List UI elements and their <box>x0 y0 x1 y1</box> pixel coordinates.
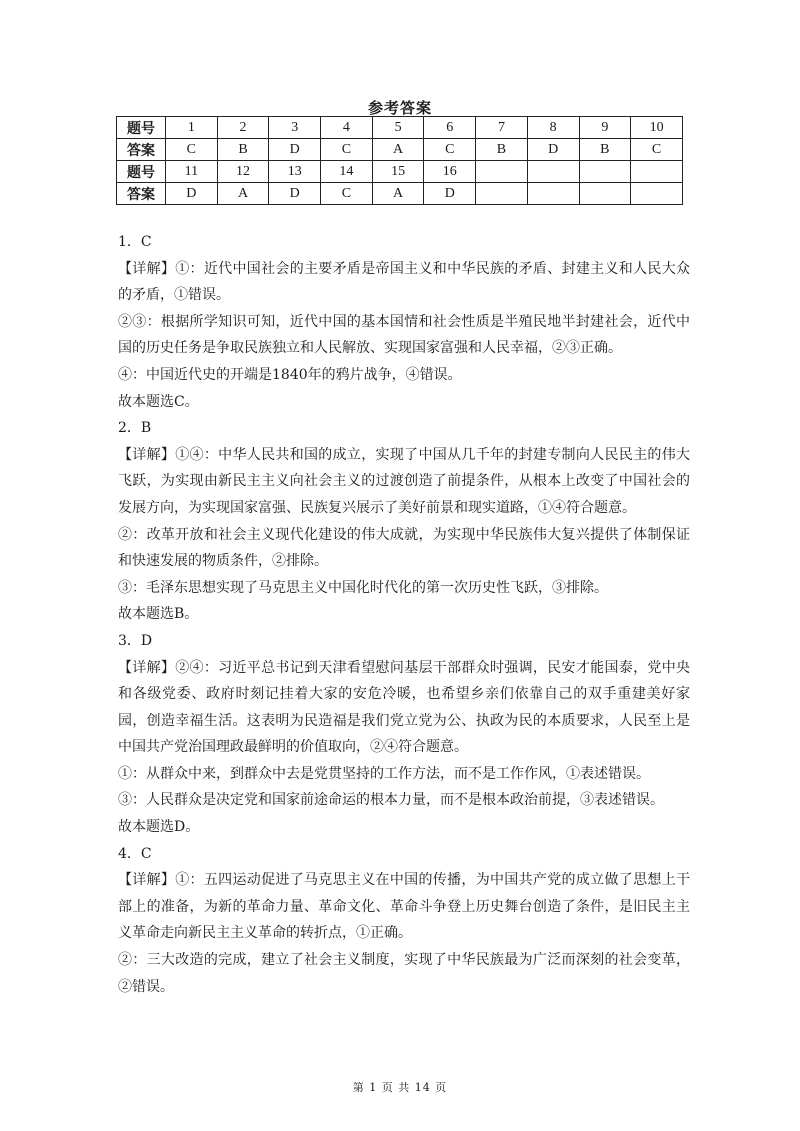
table-cell: C <box>321 183 373 205</box>
row-header: 答案 <box>117 139 166 161</box>
table-cell: C <box>631 139 683 161</box>
content-paragraph: 2．B <box>118 420 152 437</box>
row-header: 题号 <box>117 117 166 139</box>
content-paragraph: ②：改革开放和社会主义现代化建设的伟大成就，为实现中华民族伟大复兴提供了体制保证和快速发展的物质条件，②排除。 <box>118 526 690 570</box>
content-paragraph: 【详解】①：近代中国社会的主要矛盾是帝国主义和中华民族的矛盾、封建主义和人民大众的矛盾，①错误。 <box>118 260 690 304</box>
table-cell: 8 <box>527 117 579 139</box>
content-paragraph: 故本题选D。 <box>118 819 200 836</box>
table-cell: 12 <box>217 161 269 183</box>
table-cell <box>527 161 579 183</box>
table-cell: B <box>476 139 528 161</box>
table-cell: 13 <box>269 161 321 183</box>
answer-table <box>116 116 683 205</box>
table-row <box>117 161 683 183</box>
table-cell: B <box>579 139 631 161</box>
table-cell: 4 <box>321 117 373 139</box>
table-cell: A <box>372 183 424 205</box>
table-row <box>117 139 683 161</box>
table-cell <box>631 183 683 205</box>
table-cell: 7 <box>476 117 528 139</box>
table-row <box>117 117 683 139</box>
table-cell: 10 <box>631 117 683 139</box>
table-cell: B <box>217 139 269 161</box>
content-paragraph: 1．C <box>118 234 152 250</box>
content-paragraph: 【详解】①：五四运动促进了马克思主义在中国的传播，为中国共产党的成立做了思想上干部上的准备，为新的革命力量、革命文化、革命斗争登上历史舞台创造了条件，是旧民主主义革命走向新民主主义革命的转折点，①正确。 <box>118 872 690 942</box>
table-cell: 5 <box>372 117 424 139</box>
table-cell: A <box>217 183 269 205</box>
table-cell <box>579 161 631 183</box>
table-cell <box>527 183 579 205</box>
table-cell: C <box>321 139 373 161</box>
content-paragraph: ②③：根据所学知识可知，近代中国的基本国情和社会性质是半殖民地半封建社会，近代中国的历史任务是争取民族独立和人民解放、实现国家富强和人民幸福，②③正确。 <box>118 313 690 357</box>
answer-explanations <box>118 229 690 1000</box>
table-cell: D <box>527 139 579 161</box>
table-cell: 15 <box>372 161 424 183</box>
content-paragraph: 【详解】①④：中华人民共和国的成立，实现了中国从几千年的封建专制向人民民主的伟大飞跃，为实现由新民主主义向社会主义的过渡创造了前提条件，从根本上改变了中国社会的发展方向，为实现国家富强、民族复兴展示了美好前景和现实道路，①④符合题意。 <box>118 446 690 516</box>
row-header: 答案 <box>117 183 166 205</box>
table-cell: 11 <box>166 161 218 183</box>
table-cell <box>476 161 528 183</box>
table-cell: 2 <box>217 117 269 139</box>
table-cell: C <box>166 139 218 161</box>
table-cell: D <box>424 183 476 205</box>
content-paragraph: ③：人民群众是决定党和国家前途命运的根本力量，而不是根本政治前提，③表述错误。 <box>118 792 664 809</box>
table-cell: 3 <box>269 117 321 139</box>
content-paragraph: ③：毛泽东思想实现了马克思主义中国化时代化的第一次历史性飞跃，③排除。 <box>118 579 608 596</box>
table-cell: A <box>372 139 424 161</box>
table-cell: D <box>269 183 321 205</box>
table-cell: D <box>269 139 321 161</box>
content-paragraph: ②：三大改造的完成，建立了社会主义制度，实现了中华民族最为广泛而深刻的社会变革，②错误。 <box>118 952 690 995</box>
content-paragraph: 故本题选C。 <box>118 393 199 410</box>
row-header: 题号 <box>117 161 166 183</box>
table-cell: 14 <box>321 161 373 183</box>
table-cell: D <box>166 183 218 205</box>
table-row <box>117 183 683 205</box>
content-paragraph: 【详解】②④：习近平总书记到天津看望慰问基层干部群众时强调，民安才能国泰，党中央和各级党委、政府时刻记挂着大家的安危冷暖，也希望乡亲们依靠自己的双手重建美好家园，创造幸福生活。这表明为民造福是我们党立党为公、执政为民的本质要求，人民至上是中国共产党治国理政最鲜明的价值取向，②④符合题意。 <box>118 659 690 756</box>
table-cell: 9 <box>579 117 631 139</box>
table-cell: 1 <box>166 117 218 139</box>
table-cell <box>631 161 683 183</box>
content-paragraph: 故本题选B。 <box>118 606 199 623</box>
page-title: 参考答案 <box>367 99 432 117</box>
table-cell: 6 <box>424 117 476 139</box>
content-paragraph: 4．C <box>118 845 152 862</box>
page-footer: 第 1 页 共 14 页 <box>352 1081 448 1094</box>
table-cell: C <box>424 139 476 161</box>
table-cell <box>579 183 631 205</box>
content-paragraph: 3．D <box>118 632 153 649</box>
content-paragraph: ④：中国近代史的开端是1840年的鸦片战争，④错误。 <box>118 366 462 383</box>
table-cell <box>476 183 528 205</box>
content-paragraph: ①：从群众中来，到群众中去是党贯坚持的工作方法，而不是工作作风，①表述错误。 <box>118 765 650 782</box>
table-cell: 16 <box>424 161 476 183</box>
